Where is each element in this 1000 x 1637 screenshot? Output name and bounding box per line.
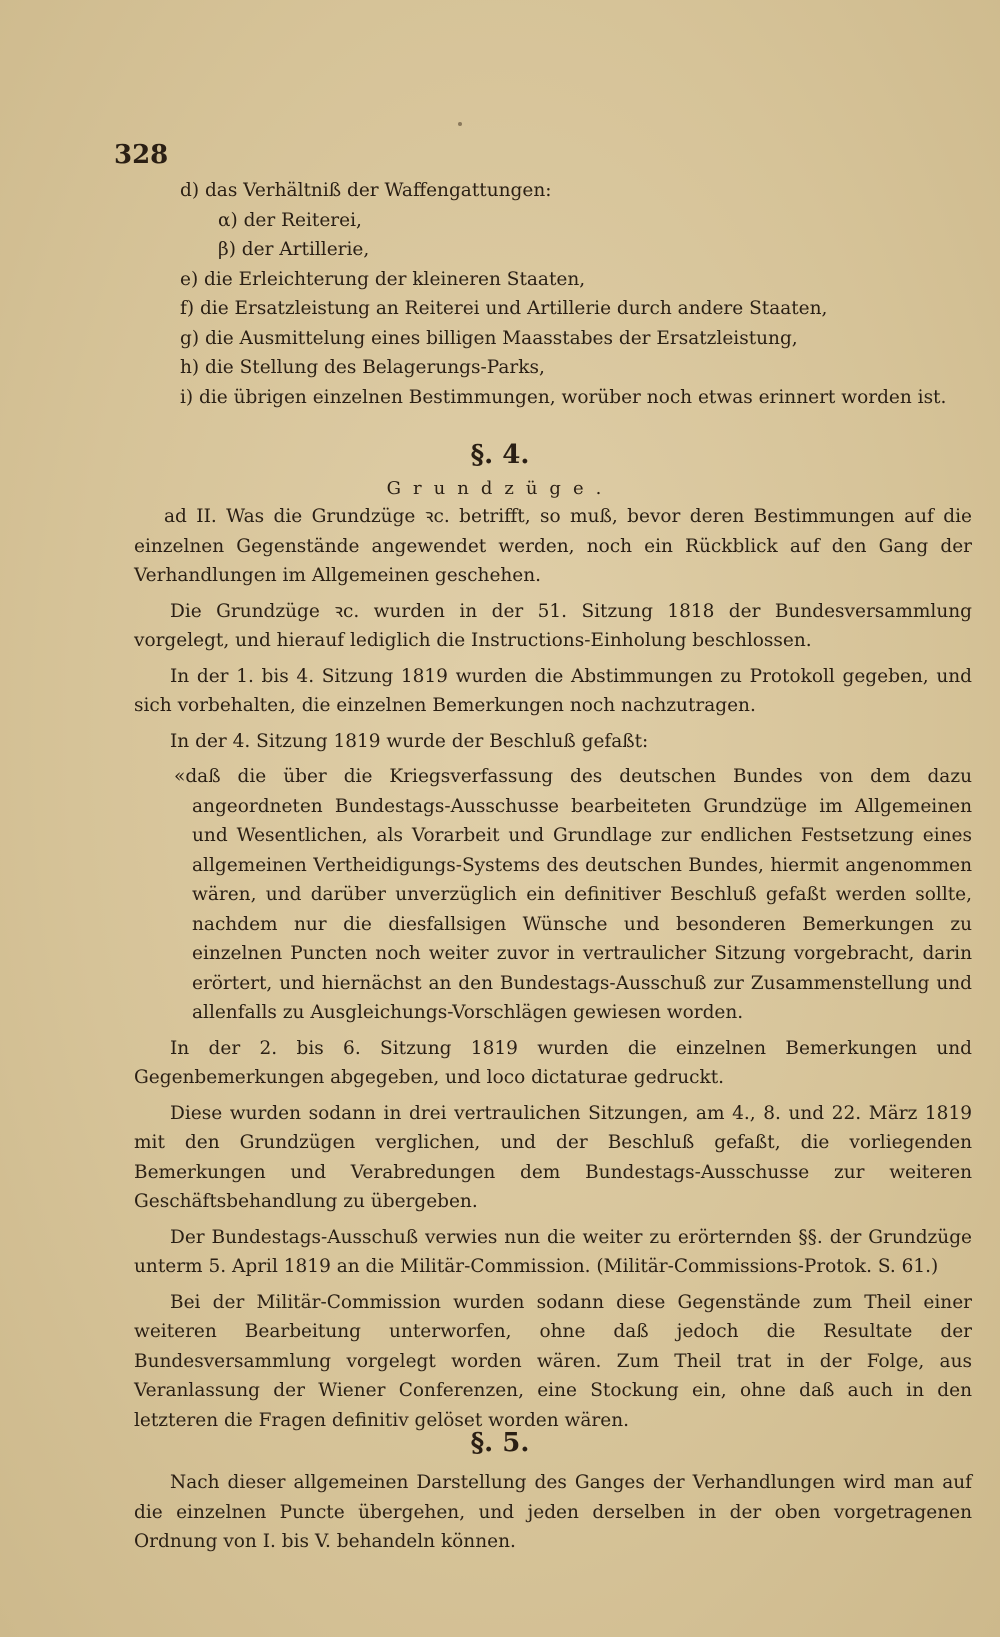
paragraph: In der 1. bis 4. Sitzung 1819 wurden die Abstimmungen zu Protokoll gegeben, und sich vorbehalten, die einzelnen Bemerkungen noch nachzutragen. bbox=[134, 665, 972, 716]
quote-text: «daß die über die Kriegsverfassung des deutschen Bundes von dem dazu angeordneten Bundestags-Ausschusse bearbeiteten Grundzüge im Allgemeinen und Wesentlichen, als Vorarbeit und Grundlage zur endlichen Festsetzung eines allgemeinen Vertheidigungs-Systems des deutschen Bundes, hiermit angenommen wären, und darüber unverzüglich ein definitiver Beschluß gefaßt werden sollte, nachdem nur die diesfallsigen Wünsche und besonderen Bemerkungen zu einzelnen Puncten noch weiter zuvor in vertraulicher Sitzung vorgebracht, darin erörtert, und hiernächst an den Bundestags-Ausschuß zur Zusammenstellung und allenfalls zu Ausgleichungs-Vorschlägen gewiesen worden. bbox=[174, 766, 972, 1023]
print-speck bbox=[458, 122, 462, 126]
quoted-resolution bbox=[134, 762, 972, 1028]
body-text-closing bbox=[134, 1468, 972, 1563]
paragraph: In der 2. bis 6. Sitzung 1819 wurden die einzelnen Bemerkungen und Gegenbemerkungen abgegeben, und loco dictaturae gedruckt. bbox=[134, 1037, 972, 1088]
list-item: i) die übrigen einzelnen Bestimmungen, worüber noch etwas erinnert worden ist. bbox=[180, 386, 947, 408]
section-subheading: Grundzüge. bbox=[386, 478, 614, 499]
list-item: g) die Ausmittelung eines billigen Maasstabes der Ersatzleistung, bbox=[180, 327, 798, 349]
section-heading: §. 5. bbox=[470, 1428, 530, 1458]
paragraph: In der 4. Sitzung 1819 wurde der Beschluß gefaßt: bbox=[170, 730, 649, 752]
paragraph: ad II. Was die Grundzüge ꝛc. betrifft, so muß, bevor deren Bestimmungen auf die einzelnen Gegenstände angewendet werden, noch ein Rückblick auf den Gang der Verhandlungen im Allgemeinen geschehen. bbox=[134, 506, 972, 586]
paragraph: Bei der Militär-Commission wurden sodann diese Gegenstände zum Theil einer weiteren Bearbeitung unterworfen, ohne daß jedoch die Resultate der Bundesversammlung vorgelegt worden wären. Zum Theil trat in der Folge, aus Veranlassung der Wiener Conferenzen, eine Stockung ein, ohne daß auch in den letzteren die Fragen definitiv gelöset worden wären. bbox=[134, 1291, 972, 1431]
paragraph: Die Grundzüge ꝛc. wurden in der 51. Sitzung 1818 der Bundesversammlung vorgelegt, und hierauf lediglich die Instructions-Einholung beschlossen. bbox=[134, 600, 972, 651]
list-item: h) die Stellung des Belagerungs-Parks, bbox=[180, 357, 545, 378]
paragraph: Diese wurden sodann in drei vertraulichen Sitzungen, am 4., 8. und 22. März 1819 mit den Grundzügen verglichen, und der Beschluß gefaßt, die vorliegenden Bemerkungen und Verabredungen dem Bundestags-Ausschusse zur weiteren Geschäftsbehandlung zu übergeben. bbox=[134, 1102, 972, 1212]
page-number: 328 bbox=[114, 140, 169, 170]
list-item: d) das Verhältniß der Waffengattungen: bbox=[180, 180, 552, 201]
section-heading: §. 4. bbox=[470, 440, 530, 470]
list-item: e) die Erleichterung der kleineren Staaten, bbox=[180, 268, 586, 290]
list-item: f) die Ersatzleistung an Reiterei und Artillerie durch andere Staaten, bbox=[180, 298, 828, 319]
body-text-main bbox=[134, 502, 972, 1441]
topic-list bbox=[180, 176, 960, 412]
list-subitem: α) der Reiterei, bbox=[218, 209, 362, 231]
paragraph: Nach dieser allgemeinen Darstellung des Ganges der Verhandlungen wird man auf die einzelnen Puncte übergehen, und jeden derselben in der oben vorgetragenen Ordnung von I. bis V. behandeln können. bbox=[134, 1472, 972, 1552]
paragraph: Der Bundestags-Ausschuß verwies nun die weiter zu erörternden §§. der Grundzüge unterm 5. April 1819 an die Militär-Commission. (Militär-Commissions-Protok. S. 61.) bbox=[134, 1226, 972, 1277]
list-subitem: β) der Artillerie, bbox=[218, 239, 370, 260]
